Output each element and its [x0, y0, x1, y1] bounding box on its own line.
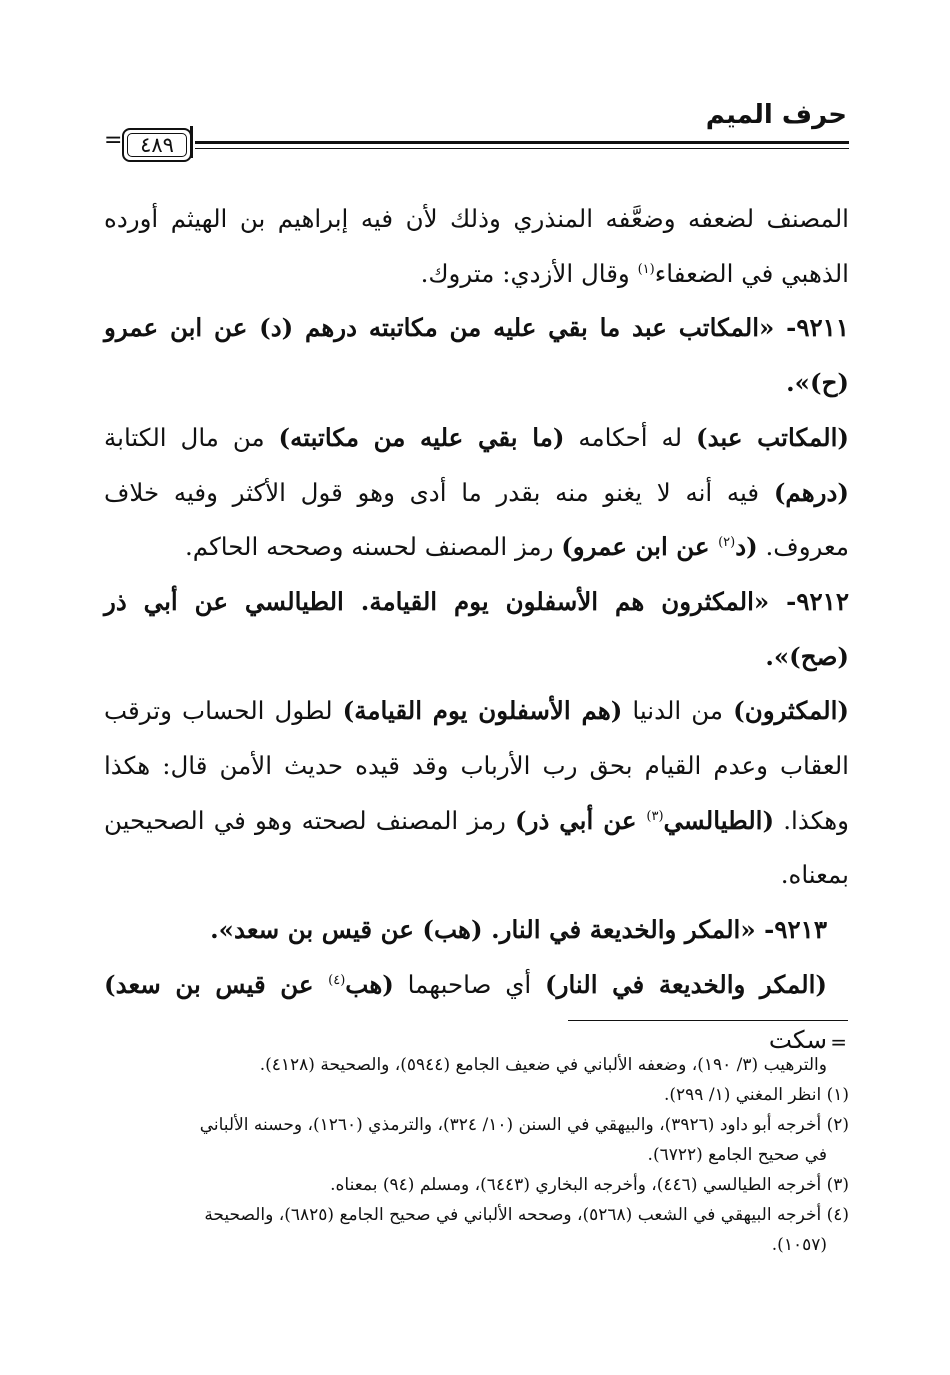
hadith-9213: ٩٢١٣- «المكر والخديعة في النار. (هب) عن قيس بن سعد». [210, 915, 827, 945]
text-line: المصنف لضعفه وضعَّفه المنذري وذلك لأن فيه إبراهيم بن الهيثم أورده [104, 204, 849, 233]
hadith-9212: ٩٢١٢- «المكثرون هم الأسفلون يوم القيامة. الطيالسي عن أبي ذر (صح)». [104, 586, 849, 671]
footnote-4-cont: (١٠٥٧). [771, 1235, 827, 1255]
footnote-ref-3: (٣) [646, 808, 664, 824]
footnote-separator [568, 1020, 848, 1021]
footnote-ref-2: (٢) [718, 535, 736, 551]
footnote-continuation-mark: = [830, 1030, 847, 1054]
text-line: الذهبي في الضعفاء [654, 258, 849, 288]
commentary-9213: (المكر والخديعة في النار) أي صاحبهما (هب$^{(٤)}$ عن قيس بن سعد) سكت [104, 969, 828, 1054]
page-number: ٤٨٩ [122, 128, 192, 162]
footnote-4: (٤) أخرجه البيهقي في الشعب (٥٢٦٨)، وصححه الألباني في صحيح الجامع (٦٨٢٥)، والصحيحة [204, 1205, 849, 1225]
text-line: وقال الأزدي: متروك. [420, 258, 638, 288]
commentary-9211: (المكاتب عبد) له أحكامه (ما بقي عليه من مكاتبته) من مال الكتابة (درهم) فيه أنه لا يغنو منه بقدر ما أدى وهو قول الأكثر وفيه خلاف معروف. (د$^{(٢)}$ عن ابن عمرو) رمز المصنف لحسنه وصححه الحاكم. [104, 422, 850, 562]
paragraph-continuation [104, 192, 849, 301]
footnote-continued: والترهيب (٣/ ١٩٠)، وضعفه الألباني في ضعيف الجامع (٥٩٤٤)، والصحيحة (٤١٢٨). [259, 1055, 827, 1075]
footnote-1: (١) انظر المغني (١/ ٢٩٩). [663, 1085, 849, 1105]
footnote-2-cont: في صحيح الجامع (٦٧٢٢). [647, 1145, 827, 1165]
footnote-3: (٣) أخرجه الطيالسي (٤٤٦)، وأخرجه البخاري (٦٤٤٣)، ومسلم (٩٤) بمعناه. [330, 1175, 849, 1195]
header-rule [195, 140, 849, 152]
footnotes [104, 1050, 849, 1260]
hadith-9211: ٩٢١١- «المكاتب عبد ما بقي عليه من مكاتبته درهم (د) عن ابن عمرو (ح)». [104, 313, 849, 398]
main-text [104, 192, 849, 1067]
header-continuation-mark: = [104, 128, 123, 153]
footnote-2: (٢) أخرجه أبو داود (٣٩٢٦)، والبيهقي في السنن (١٠/ ٣٢٤)، والترمذي (١٢٦٠)، وحسنه الألباني [199, 1115, 849, 1135]
commentary-9212: (المكثرون) من الدنيا (هم الأسفلون يوم القيامة) لطول الحساب وترقب العقاب وعدم القيام بحق رب الأرباب وقد قيده حديث الأمن قال: هكذا وهكذا. (الطيالسي$^{(٣)}$ عن أبي ذر) رمز المصنف لصحته وهو في الصحيحين بمعناه. [104, 696, 850, 890]
footnote-ref-1: (١) [637, 261, 655, 277]
footnote-ref-4: (٤) [328, 972, 346, 988]
running-title: حرف الميم [705, 100, 847, 130]
